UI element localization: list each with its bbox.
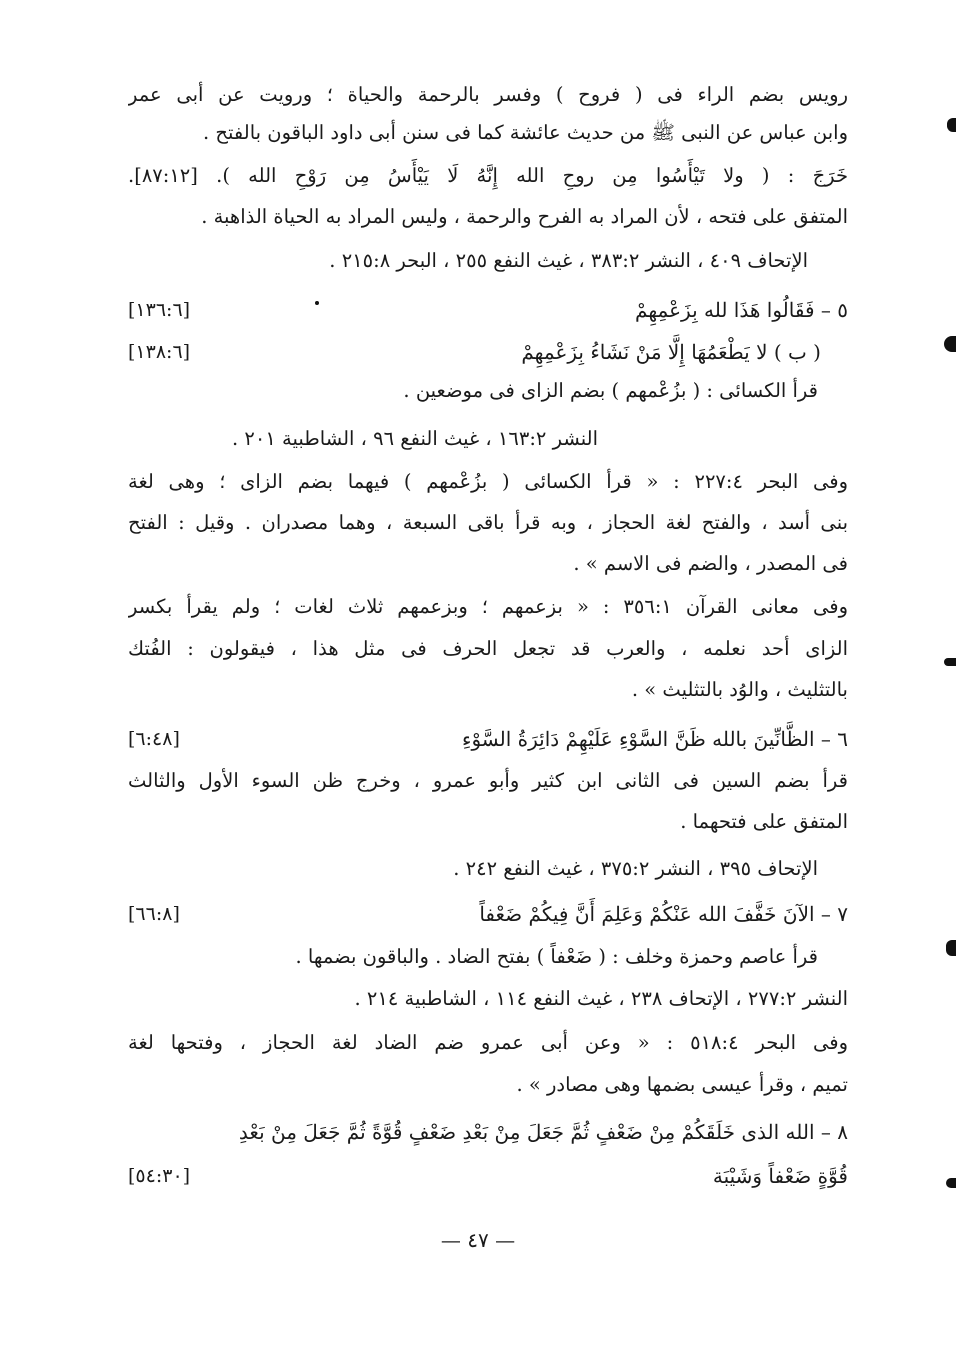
quran-verse-row	[128, 1113, 848, 1151]
text-line: المتفق على فتحه ، لأن المراد به الفرح والرحمة ، وليس المراد به الحياة الذاهبة .	[201, 205, 848, 228]
text-line: الإتحاف ٤٠٩ ، النشر ٣٨٣:٢ ، غيث النفع ٢٥٥ ، البحر ٢١٥:٨ .	[329, 249, 808, 272]
text-line: الزاى أحد نعلمه ، والعرب قد تجعل الحرف فى مثل هذا ، فيقولون : الفُتك	[128, 637, 848, 660]
text-line: فى المصدر ، والضم فى الاسم » .	[573, 552, 848, 575]
scan-mark	[946, 1178, 956, 1188]
text-line: رويس بضم الراء فى ( فروح ) وفسر بالرحمة والحياة ؛ ورويت عن أبى عمر	[128, 83, 848, 106]
text-line: وفى معانى القرآن ٣٥٦:١ : « بزعمهم ؛ وبزعمهم ثلاث لغات ؛ ولم يقرأ بكسر	[128, 595, 848, 618]
verse-reference: [٦:٤٨]	[128, 728, 180, 750]
text-line: خَرَجَ : ( ولا تَيْأَسُوا مِن روحِ الله إِنَّهُ لَا يَيْأَسُ مِن رَوْحِ الله ). [٨٧:١٢].	[128, 164, 848, 187]
scan-mark	[944, 658, 956, 666]
text-line: وابن عباس عن النبى ﷺ من حديث عائشة كما فى سنن أبى داود الباقون بالفتح .	[203, 121, 848, 144]
scan-mark	[944, 336, 956, 352]
page-number: — ٤٧ —	[440, 1228, 516, 1252]
text-line: بنى أسد ، والفتح لغة الحجاز ، وبه قرأ باقى السبعة ، وهما مصدران . وقيل : الفتح	[128, 511, 848, 534]
scan-dot	[315, 301, 319, 305]
text-line: بالتثليث ، والوُد بالتثليث » .	[631, 678, 848, 701]
text-line: تميم ، وقرأ عيسى بضمها وهى مصادر » .	[516, 1073, 848, 1096]
text-line: النشر ١٦٣:٢ ، غيث النفع ٩٦ ، الشاطبية ٢٠١ .	[231, 427, 598, 450]
text-line: وفى البحر ٥١٨:٤ : « وعن أبى عمرو ضم الضاد لغة الحجاز ، وفتحها لغة	[128, 1031, 848, 1054]
text-line: قرأ عاصم وحمزة وخلف : ( ضَعْفاً ) بفتح الضاد . والباقون بضمها .	[295, 945, 818, 968]
text-line: قرأ بضم السين فى الثانى ابن كثير وأبو عمرو ، وخرج ظن السوء الأول والثالث	[128, 769, 848, 792]
verse-reference: [٦٦:٨]	[128, 903, 180, 925]
verse-text: ( ب ) لا يَطْعَمُهَا إِلَّا مَنْ نَشَاءُ بِزَعْمِهِمْ	[521, 340, 821, 364]
verse-reference: [١٣٦:٦]	[128, 299, 191, 321]
quran-verse-row	[128, 720, 848, 758]
text-line: الإتحاف ٣٩٥ ، النشر ٣٧٥:٢ ، غيث النفع ٢٤٢ .	[453, 857, 818, 880]
verse-text: ٥ – فَقَالُوا هَذَا لله بِزَعْمِهِمْ	[635, 298, 848, 322]
text-line: قرأ الكسائى : ( بزُعْمهم ) بضم الزاى فى موضعين .	[403, 379, 818, 402]
scan-mark	[947, 118, 956, 132]
verse-text: ٨ – الله الذى خَلَقَكُمْ مِنْ ضَعْفٍ ثُمَّ جَعَلَ مِنْ بَعْدِ ضَعْفٍ قُوَّةً ثُمَّ جَعَلَ مِنْ بَعْدِ	[238, 1120, 848, 1144]
text-line: وفى البحر ٢٢٧:٤ : « قرأ الكسائى ( بزُعْمهم ) فيهما بضم الزاى ؛ وهى لغة	[128, 470, 848, 493]
text-line: المتفق على فتحهما .	[680, 810, 848, 833]
quran-verse-row	[128, 1157, 848, 1195]
quran-verse-row	[128, 333, 821, 371]
scan-mark	[946, 940, 956, 956]
verse-text: قُوَّةٍ ضَعْفاً وَشَيْبَة	[712, 1164, 848, 1188]
verse-text: ٦ – الظَّانِّينَ بالله ظَنَّ السَّوْءِ عَلَيْهِمْ دَائِرَةُ السَّوْءِ	[462, 727, 848, 751]
quran-verse-row	[128, 895, 848, 933]
verse-reference: [١٣٨:٦]	[128, 341, 191, 363]
quran-verse-row	[128, 291, 848, 329]
text-line: النشر ٢٧٧:٢ ، الإتحاف ٢٣٨ ، غيث النفع ١١٤ ، الشاطبية ٢١٤ .	[354, 987, 848, 1010]
verse-text: ٧ – الآنَ خَفَّفَ الله عَنْكُمْ وَعَلِمَ أَنَّ فِيكُمْ ضَعْفاً	[479, 902, 848, 926]
verse-reference: [٥٤:٣٠]	[128, 1165, 191, 1187]
